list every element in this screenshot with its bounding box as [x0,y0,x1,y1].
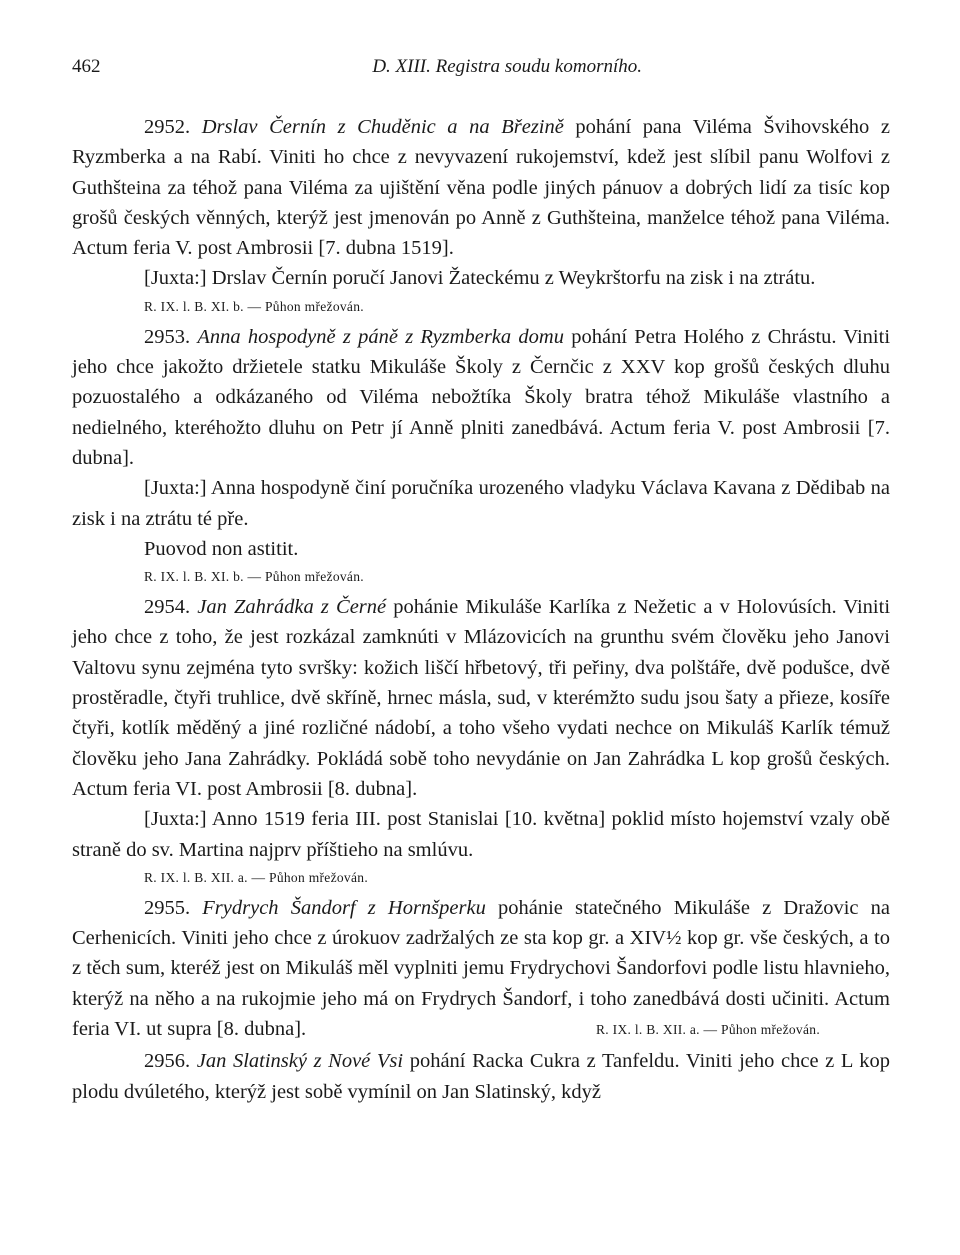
entry-text: pohání pana Viléma Švihovského z Ryzmberka a na Rabí. Viniti ho chce z nevyvazení rukojemství, kdež jest slíbil panu Wolfovi z Guthšteina za téhož pana Viléma za ujištění věna podle jiných pánuov a dobrých lidí za tisíc kop grošů českých věnných, kterýž jest jmenován po Anně z Guthšteina, manželce téhož pana Viléma. Actum feria V. post Ambrosii [7. dubna 1519]. [72,116,890,260]
page-header [72,56,890,86]
entry-juxta: [Juxta:] Anno 1519 feria III. post Stanislai [10. května] poklid místo hojemství vzaly obě straně do sv. Martina najprv příštieho na smlúvu. [72,808,890,861]
entry-2953 [72,322,890,590]
entry-reference: R. IX. l. B. XI. b. — Půhon mřežován. [144,298,364,314]
entry-text: pohánie statečného Mikuláše z Dražovic na Cerhenicích. Viniti jeho chce z úrokuov zadržalých ze sta kop gr. a XIV½ kop gr. vše českých, a to z těch sum, kteréž jest on Mikuláš měl vyplniti jemu Frydrychovi Šandorfovi podle listu hlavnieho, kterýž na něho a na rukojmie jeho má on Frydrych Šandorf, i toho zanedbává dosti učiniti. Actum feria VI. ut supra [8. dubna]. [72,896,891,1041]
entry-2952 [72,112,890,320]
entry-parties: Jan Zahrádka z Černé [197,596,387,619]
entry-reference: R. IX. l. B. XI. b. — Půhon mřežován. [144,569,364,585]
entry-text: pohání Racka Cukra z Tanfeldu. Viniti jeho chce z L kop plodu dvúletého, kterýž jest sobě vymínil on Jan Slatinský, když [72,1050,890,1103]
entry-parties: Anna hospodyně z páně z Ryzmberka domu [197,325,564,348]
document-page [72,56,890,1109]
entry-note: Puovod non astitit. [144,537,299,560]
entry-number: 2955. [144,896,191,919]
entry-text: pohání Petra Holého z Chrástu. Viniti jeho chce jakožto držietele statku Mikuláše Školy z Černčic z XXV kop grošů českých dluhu pozuostalého a odkázaného od Viléma nebožtíka Školy bratra téhož Mikuláše vlastního a nedielného, kteréhožto dluhu on Petr jí Anně plniti zanedbává. Actum feria V. post Ambrosii [7. dubna]. [72,325,891,469]
entry-number: 2953. [144,325,191,348]
entry-parties: Jan Slatinský z Nové Vsi [196,1050,404,1073]
entry-number: 2956. [144,1050,191,1073]
entry-paragraph [72,1046,890,1107]
entry-2955 [72,893,890,1044]
entry-number: 2952. [144,116,191,138]
entry-number: 2954. [144,596,191,619]
entry-parties: Drslav Černín z Chuděnic a na Březině [201,116,564,138]
entry-reference: R. IX. l. B. XII. a. — Půhon mřežován. [596,1022,820,1038]
entry-text: pohánie Mikuláše Karlíka z Nežetic a v Holovúsích. Viniti jeho chce z toho, že jest rozkázal zamknúti v Mlázovicích na grunthu svém člověku jeho Janovi Valtovu synu zejména tyto svršky: kožich liščí hřbetový, tři peřiny, dva polštáře, dvě podušce, dvě prostěradle, čtyři truhlice, dvě skříně, hrnec másla, sud, v kterémžto sudu jsou šaty a přieze, kosíře čtyři, kotlík měděný a jiné rozličné nádobí, a toho všeho vydati nechce on Mikuláš Karlík témuž člověku jeho Jana Zahrádky. Pokládá sobě toho nevydánie on Jan Zahrádka L kop grošů českých. Actum feria VI. post Ambrosii [8. dubna]. [72,596,891,800]
entry-paragraph [72,112,890,263]
entry-juxta: [Juxta:] Anna hospodyně činí poručníka urozeného vladyku Václava Kavana z Dědibab na zisk i na ztrátu té pře. [72,477,890,530]
entry-2954 [72,592,890,891]
entry-paragraph [72,322,890,473]
document-body [72,112,890,1107]
entry-juxta: [Juxta:] Drslav Černín poručí Janovi Žateckému z Weykrštorfu na zisk i na ztrátu. [144,267,816,290]
entry-reference: R. IX. l. B. XII. a. — Půhon mřežován. [144,869,368,885]
entry-parties: Frydrych Šandorf z Hornšperku [202,896,486,919]
page-number: 462 [72,56,101,77]
entry-2956 [72,1046,890,1107]
entry-paragraph [72,893,890,1044]
running-title: D. XIII. Registra soudu komorního. [372,56,642,77]
entry-paragraph [72,592,890,804]
